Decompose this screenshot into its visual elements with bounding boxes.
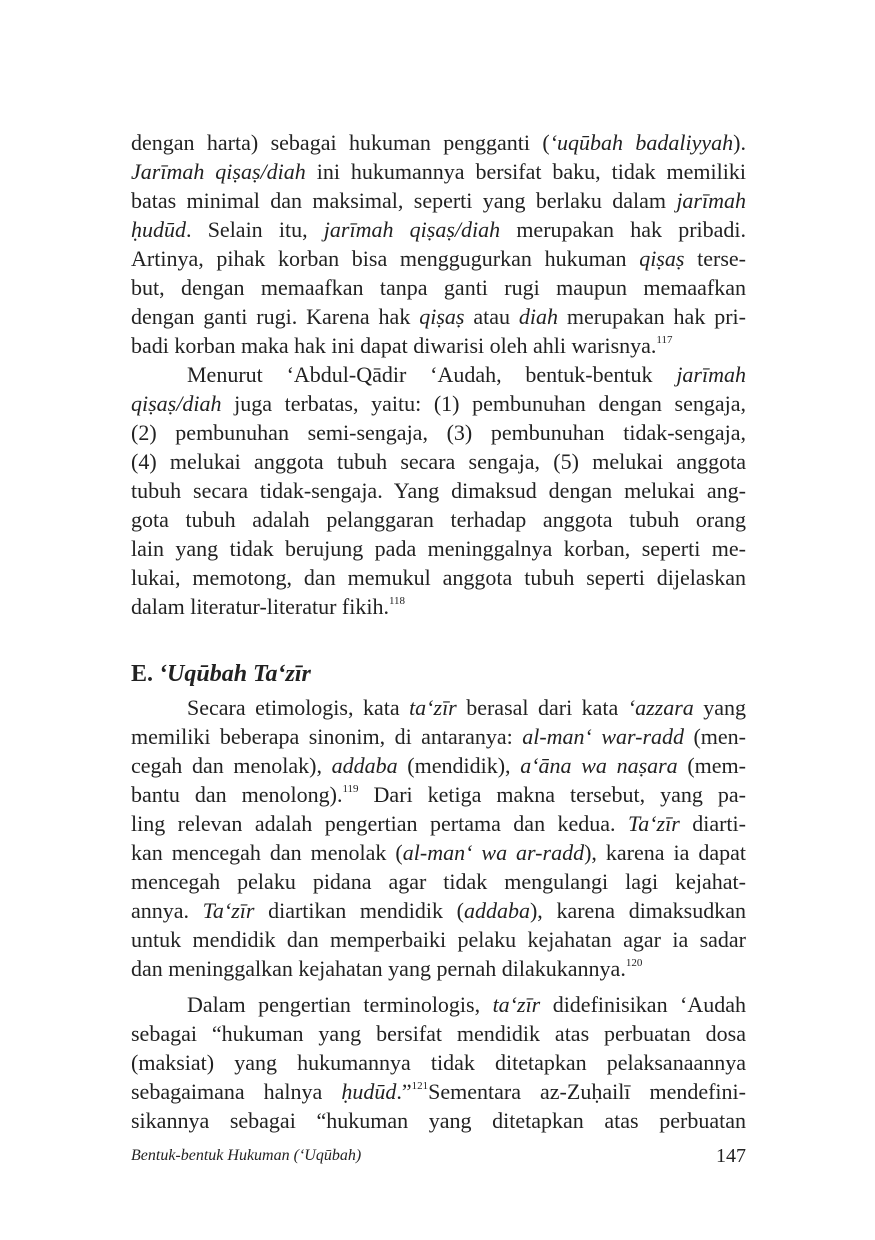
paragraph (131, 693, 746, 983)
text-line: memiliki beberapa sinonim, di antaranya: al-man‘ war-radd (men- (131, 724, 746, 749)
section-label: E. (131, 661, 154, 687)
section-title: ‘Uqūbah Ta‘zīr (159, 661, 311, 687)
text-line: batas minimal dan maksimal, seperti yang berlaku dalam jarīmah (131, 188, 746, 213)
text-line: qiṣaṣ/diah juga terbatas, yaitu: (1) pembunuhan dengan sengaja, (131, 391, 746, 416)
paragraph (131, 128, 746, 360)
footnote-marker: 120 (625, 957, 643, 969)
text-line: dan meninggalkan kejahatan yang pernah dilakukannya.$^{120}$ (131, 956, 643, 981)
text-line: Menurut ‘Abdul-Qādir ‘Audah, bentuk-bentuk jarīmah (187, 362, 746, 387)
text-line: sikannya sebagai “hukuman yang ditetapkan atas perbuatan (131, 1108, 746, 1133)
text-line: lain yang tidak berujung pada meninggalnya korban, seperti me- (131, 536, 746, 561)
text-line: Dalam pengertian terminologis, ta‘zīr didefinisikan ‘Audah (187, 992, 746, 1017)
text-line: (maksiat) yang hukumannya tidak ditetapkan pelaksanaannya (131, 1050, 746, 1075)
text-line: bantu dan menolong).$^{119}$ Dari ketiga makna tersebut, yang pa- (131, 782, 746, 807)
text-line: lukai, memotong, dan memukul anggota tubuh seperti dijelaskan (131, 565, 746, 590)
page-footer (131, 1143, 746, 1169)
text-line: Jarīmah qiṣaṣ/diah ini hukumannya bersifat baku, tidak memiliki (131, 159, 746, 184)
text-line: annya. Ta‘zīr diartikan mendidik (addaba), karena dimaksudkan (131, 898, 747, 923)
text-line: Secara etimologis, kata ta‘zīr berasal dari kata ‘azzara yang (187, 695, 747, 720)
text-line: sebagaimana halnya ḥudūd.”$^{121}$Sementara az-Zuḥailī mendefini- (131, 1079, 746, 1104)
body-text (131, 128, 746, 1135)
text-line: (2) pembunuhan semi-sengaja, (3) pembunuhan tidak-sengaja, (131, 420, 746, 445)
text-line: dengan ganti rugi. Karena hak qiṣaṣ atau diah merupakan hak pri- (131, 304, 746, 329)
text-line: kan mencegah dan menolak (al-man‘ wa ar-radd), karena ia dapat (131, 840, 747, 865)
text-line: untuk mendidik dan memperbaiki pelaku kejahatan agar ia sadar (131, 927, 746, 952)
text-line: sebagai “hukuman yang bersifat mendidik atas perbuatan dosa (131, 1021, 746, 1046)
text-line: (4) melukai anggota tubuh secara sengaja, (5) melukai anggota (131, 449, 746, 474)
footnote-marker: 118 (388, 595, 406, 607)
paragraph (131, 360, 746, 621)
section-heading (131, 657, 746, 691)
text-line: dengan harta) sebagai hukuman pengganti (‘uqūbah badaliyyah). (131, 130, 746, 155)
text-line: tubuh secara tidak-sengaja. Yang dimaksud dengan melukai ang- (131, 478, 746, 503)
text-line: Artinya, pihak korban bisa menggugurkan hukuman qiṣaṣ terse- (131, 246, 746, 271)
text-line: but, dengan memaafkan tanpa ganti rugi maupun memaafkan (131, 275, 746, 300)
text-line: ling relevan adalah pengertian pertama dan kedua. Ta‘zīr diarti- (131, 811, 746, 836)
running-title: Bentuk-bentuk Hukuman (‘Uqūbah) (131, 1147, 362, 1164)
text-line: gota tubuh adalah pelanggaran terhadap anggota tubuh orang (131, 507, 746, 532)
text-line: cegah dan menolak), addaba (mendidik), a‘āna wa naṣara (mem- (131, 753, 746, 778)
page-number: 147 (716, 1145, 746, 1167)
footnote-marker: 119 (342, 783, 359, 795)
text-line: badi korban maka hak ini dapat diwarisi oleh ahli warisnya.$^{117}$ (131, 333, 673, 358)
text-line: ḥudūd. Selain itu, jarīmah qiṣaṣ/diah merupakan hak pribadi. (131, 217, 747, 242)
text-line: mencegah pelaku pidana agar tidak mengulangi lagi kejahat- (131, 869, 746, 894)
footnote-marker: 117 (656, 334, 673, 346)
text-line: dalam literatur-literatur fikih.$^{118}$ (131, 594, 406, 619)
paragraph (131, 990, 746, 1135)
footnote-marker: 121 (411, 1080, 429, 1092)
